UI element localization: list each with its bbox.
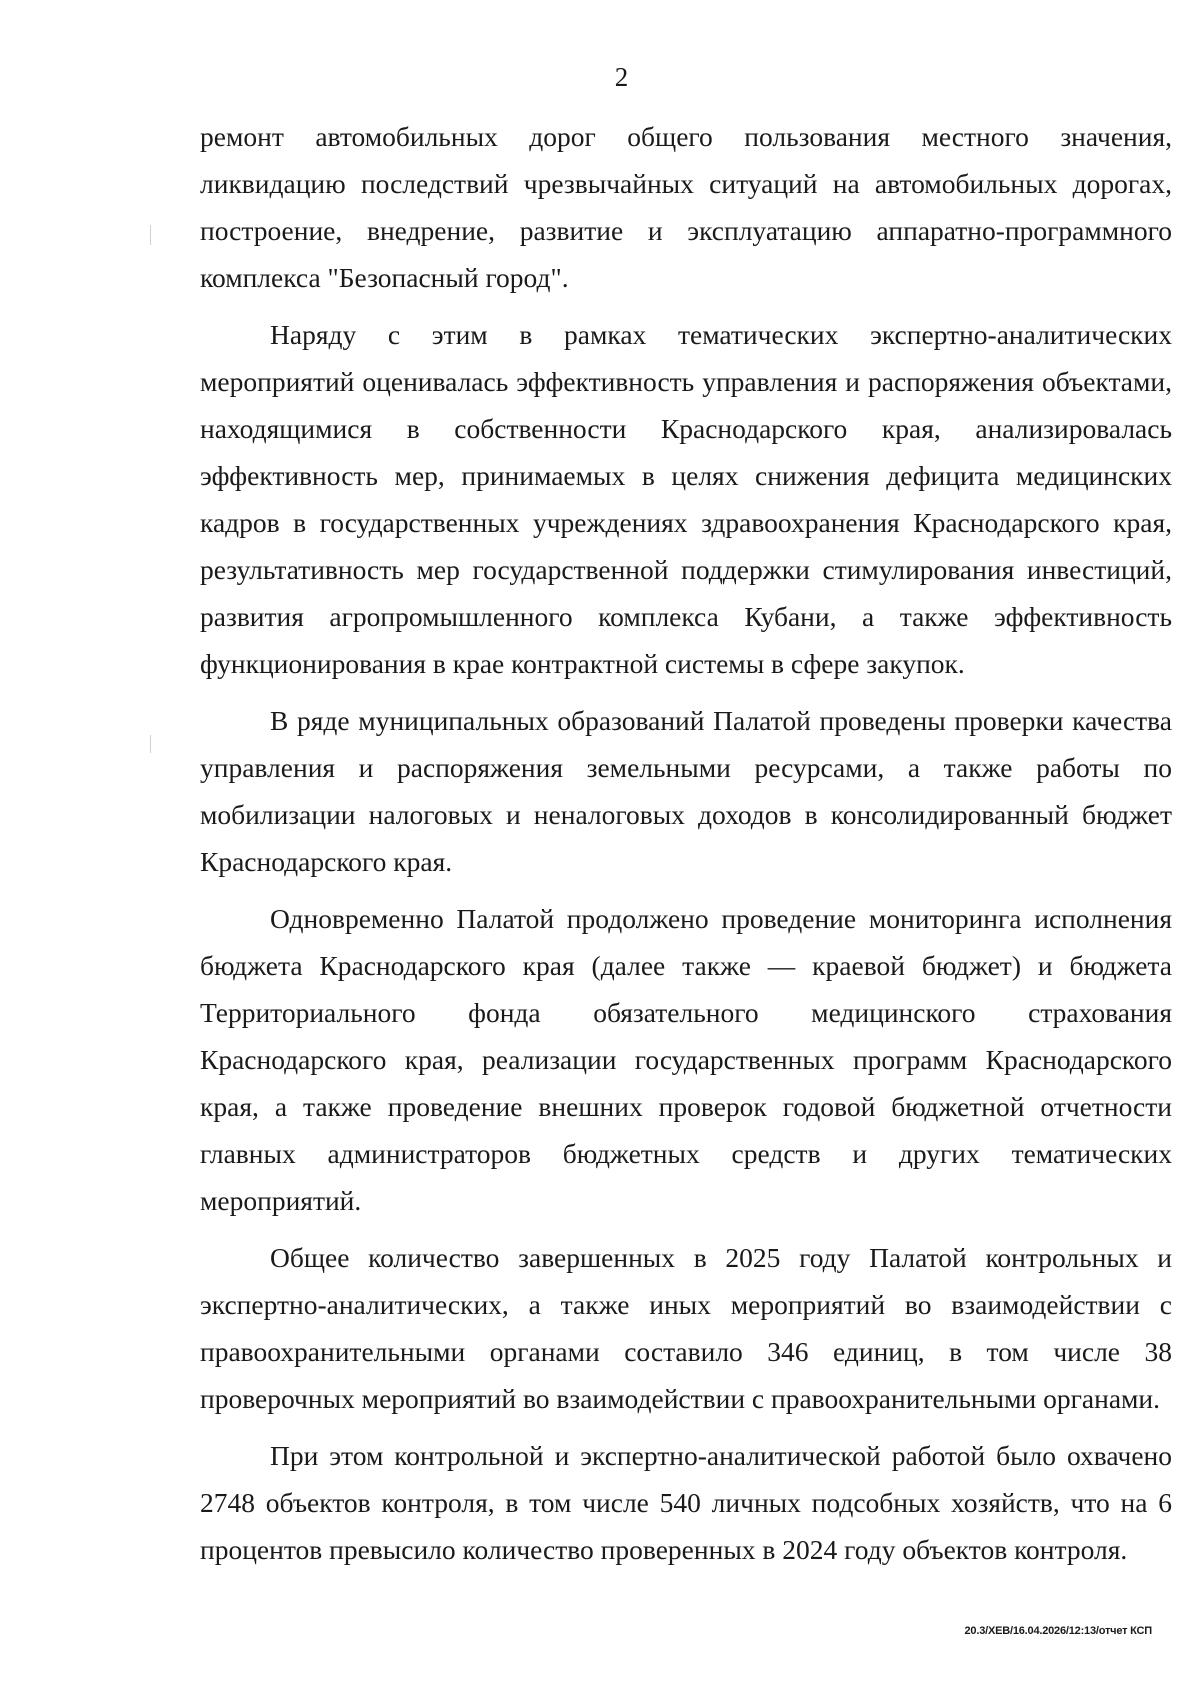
paragraph-continuation: ремонт автомобильных дорог общего пользования местного значения, ликвидацию последствий чрезвычайных ситуаций на автомобильных дорогах, построение, внедрение, развитие и эксплуатацию аппаратно-программного комплекса "Безопасный город". — [200, 121, 1172, 293]
paragraph-activities-count: Общее количество завершенных в 2025 году Палатой контрольных и экспертно-аналитических, а также иных мероприятий во взаимодействии с правоохранительными органами составило 346 единиц, в том числе 38 проверочных мероприятий во взаимодействии с правоохранительными органами. — [200, 1242, 1172, 1414]
page-number: 2 — [614, 62, 629, 92]
paragraph-objects-covered: При этом контрольной и экспертно-аналитической работой было охвачено 2748 объектов контроля, в том числе 540 личных подсобных хозяйств, что на 6 процентов превысило количество проверенных в 2024 году объектов контроля. — [200, 1440, 1172, 1565]
paragraph-thematic-activities: Наряду с этим в рамках тематических экспертно-аналитических мероприятий оценивалась эффективность управления и распоряжения объектами, находящимися в собственности Краснодарского края, анализировалась эффективность мер, принимаемых в целях снижения дефицита медицинских кадров в государственных учреждениях здравоохранения Краснодарского края, результативность мер государственной поддержки стимулирования инвестиций, развития агропромышленного комплекса Кубани, а также эффективность функционирования в крае контрактной системы в сфере закупок. — [200, 319, 1172, 679]
document-body — [200, 113, 1172, 1583]
document-footer-code: 20.3/ХЕВ/16.04.2026/12:13/отчет КСП — [964, 1625, 1152, 1637]
paragraph-budget-monitoring: Одновременно Палатой продолжено проведение мониторинга исполнения бюджета Краснодарского края (далее также — краевой бюджет) и бюджета Территориального фонда обязательного медицинского страхования Краснодарского края, реализации государственных программ Краснодарского края, а также проведение внешних проверок годовой бюджетной отчетности главных администраторов бюджетных средств и других тематических мероприятий. — [200, 903, 1172, 1216]
paragraph-municipal-checks: В ряде муниципальных образований Палатой проведены проверки качества управления и распоряжения земельными ресурсами, а также работы по мобилизации налоговых и неналоговых доходов в консолидированный бюджет Краснодарского края. — [200, 705, 1172, 877]
scan-margin-mark — [150, 225, 151, 245]
scan-margin-mark — [150, 735, 151, 753]
